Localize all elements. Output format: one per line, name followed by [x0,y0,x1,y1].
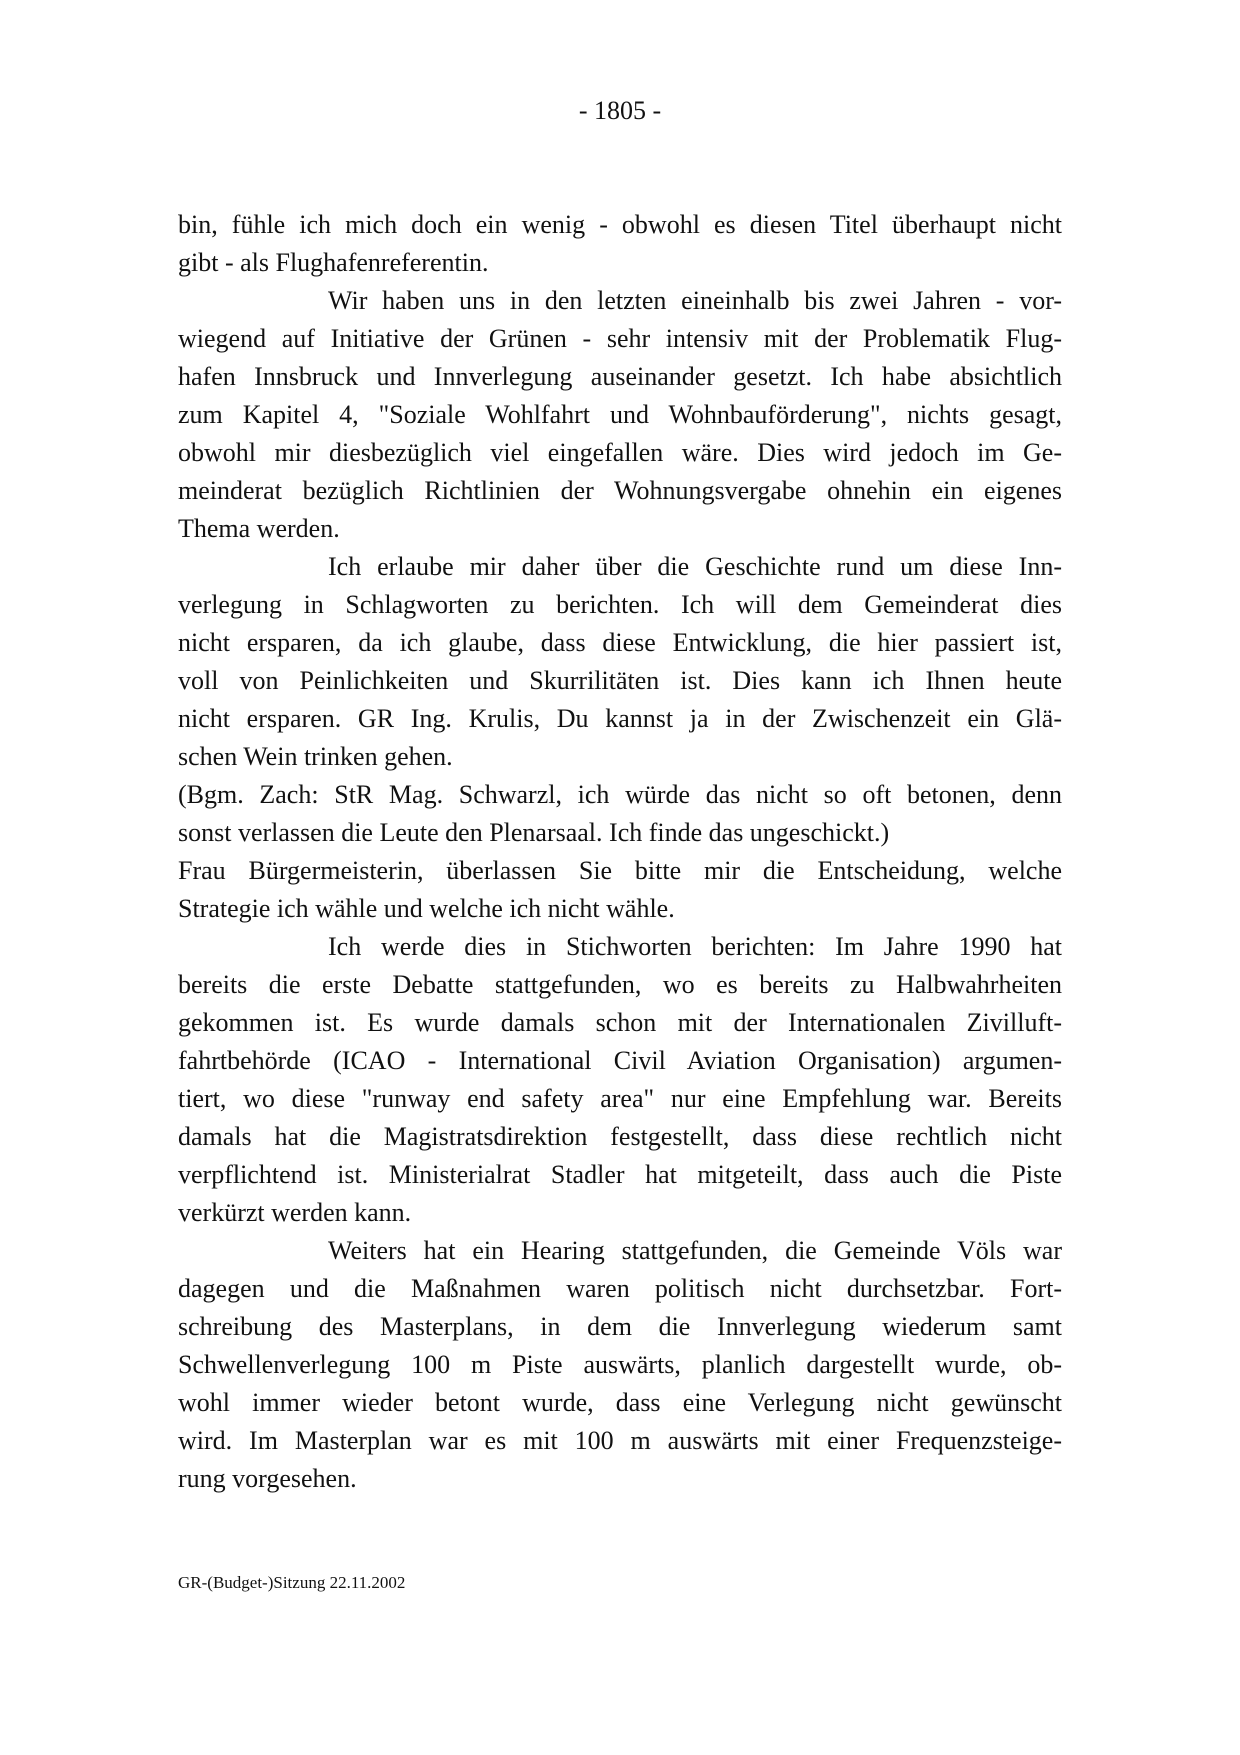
document-body [178,206,1062,1498]
paragraph [178,548,1062,776]
paragraph [178,282,1062,548]
page-number: - 1805 - [578,96,662,125]
paragraph [178,928,1062,1232]
text-line: bin, fühle ich mich doch ein wenig - obwohl es diesen Titel überhaupt nicht [178,210,1062,239]
text-line: bereits die erste Debatte stattgefunden, wo es bereits zu Halbwahrheiten [178,970,1062,999]
text-line: dagegen und die Maßnahmen waren politisch nicht durchsetzbar. Fort- [178,1274,1062,1303]
text-line: gibt - als Flughafenreferentin. [178,248,489,277]
text-line: schreibung des Masterplans, in dem die Innverlegung wiederum samt [178,1312,1062,1341]
text-line: tiert, wo diese "runway end safety area" nur eine Empfehlung war. Bereits [178,1084,1062,1113]
text-line: nicht ersparen. GR Ing. Krulis, Du kannst ja in der Zwischenzeit ein Glä- [178,704,1062,733]
text-line: nicht ersparen, da ich glaube, dass diese Entwicklung, die hier passiert ist, [178,628,1062,657]
text-line: gekommen ist. Es wurde damals schon mit der Internationalen Zivilluft- [178,1008,1062,1037]
paragraph [178,852,1062,928]
text-line: Ich werde dies in Stichworten berichten: Im Jahre 1990 hat [328,932,1062,961]
text-line: fahrtbehörde (ICAO - International Civil Aviation Organisation) argumen- [178,1046,1062,1075]
text-line: zum Kapitel 4, "Soziale Wohlfahrt und Wohnbauförderung", nichts gesagt, [178,400,1062,429]
text-line: verkürzt werden kann. [178,1198,412,1227]
text-line: damals hat die Magistratsdirektion festgestellt, dass diese rechtlich nicht [178,1122,1062,1151]
interjection-paragraph [178,776,1062,852]
text-line: obwohl mir diesbezüglich viel eingefallen wäre. Dies wird jedoch im Ge- [178,438,1062,467]
text-line: Thema werden. [178,514,340,543]
text-line: meinderat bezüglich Richtlinien der Wohnungsvergabe ohnehin ein eigenes [178,476,1062,505]
text-line: Strategie ich wähle und welche ich nicht wähle. [178,894,675,923]
text-line: wiegend auf Initiative der Grünen - sehr intensiv mit der Problematik Flug- [178,324,1062,353]
page-footer: GR-(Budget-)Sitzung 22.11.2002 [178,1573,406,1592]
text-line: wird. Im Masterplan war es mit 100 m auswärts mit einer Frequenzsteige- [178,1426,1062,1455]
text-line: verlegung in Schlagworten zu berichten. Ich will dem Gemeinderat dies [178,590,1062,619]
text-line: rung vorgesehen. [178,1464,357,1493]
text-line: wohl immer wieder betont wurde, dass eine Verlegung nicht gewünscht [178,1388,1062,1417]
paragraph [178,1232,1062,1498]
text-line: verpflichtend ist. Ministerialrat Stadler hat mitgeteilt, dass auch die Piste [178,1160,1062,1189]
text-line: Ich erlaube mir daher über die Geschichte rund um diese Inn- [328,552,1062,581]
text-line: Weiters hat ein Hearing stattgefunden, die Gemeinde Völs war [328,1236,1062,1265]
text-line: Wir haben uns in den letzten eineinhalb bis zwei Jahren - vor- [328,286,1062,315]
paragraph [178,206,1062,282]
text-line: voll von Peinlichkeiten und Skurrilitäten ist. Dies kann ich Ihnen heute [178,666,1062,695]
text-line: sonst verlassen die Leute den Plenarsaal. Ich finde das ungeschickt.) [178,818,890,847]
text-line: (Bgm. Zach: StR Mag. Schwarzl, ich würde das nicht so oft betonen, denn [178,780,1062,809]
text-line: Schwellenverlegung 100 m Piste auswärts, planlich dargestellt wurde, ob- [178,1350,1062,1379]
text-line: Frau Bürgermeisterin, überlassen Sie bitte mir die Entscheidung, welche [178,856,1062,885]
text-line: hafen Innsbruck und Innverlegung auseinander gesetzt. Ich habe absichtlich [178,362,1062,391]
text-line: schen Wein trinken gehen. [178,742,453,771]
